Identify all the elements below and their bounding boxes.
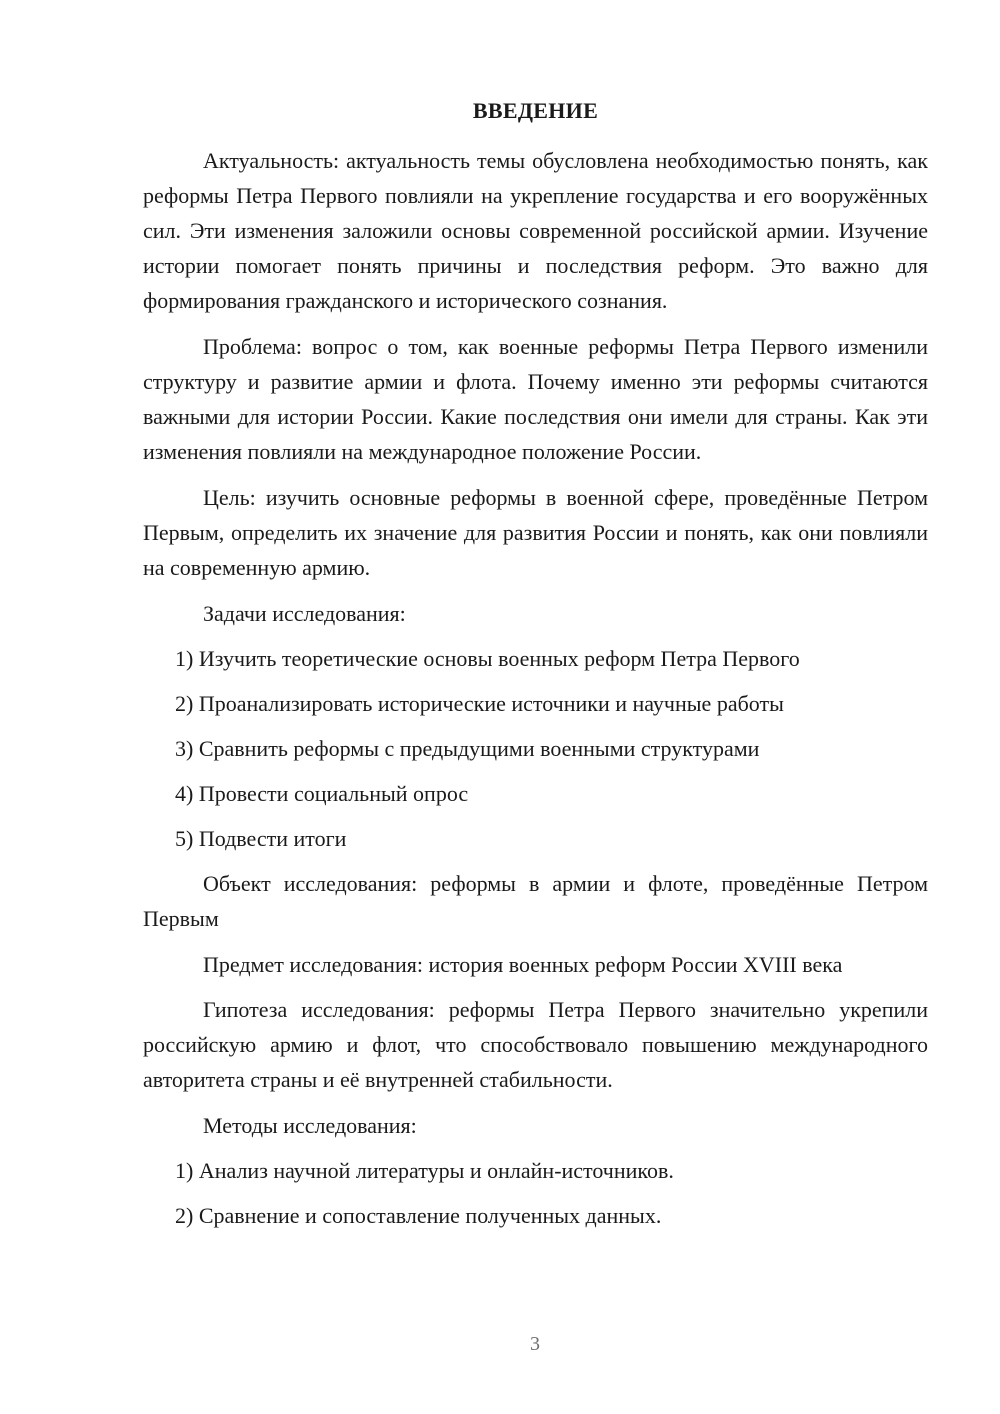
tasks-heading: Задачи исследования: [203, 601, 406, 626]
methods-list [143, 1153, 928, 1233]
list-item: 2) Сравнение и сопоставление полученных данных. [175, 1203, 662, 1228]
list-item: 1) Изучить теоретические основы военных реформ Петра Первого [175, 646, 800, 671]
list-item: 5) Подвести итоги [175, 826, 347, 851]
list-item: 1) Анализ научной литературы и онлайн-источников. [175, 1158, 674, 1183]
section-title: ВВЕДЕНИЕ [472, 98, 599, 123]
paragraph-relevance: Актуальность: актуальность темы обусловлена необходимостью понять, как реформы Петра Первого повлияли на укрепление государства и его вооружённых сил. Эти изменения заложили основы современной российской армии. Изучение истории помогает понять причины и последствия реформ. Это важно для формирования гражданского и исторического сознания. [143, 148, 928, 313]
paragraph-object: Объект исследования: реформы в армии и флоте, проведённые Петром Первым [143, 871, 928, 931]
list-item: 4) Провести социальный опрос [175, 781, 469, 806]
paragraph-goal: Цель: изучить основные реформы в военной сфере, проведённые Петром Первым, определить их значение для развития России и понять, как они повлияли на современную армию. [143, 485, 928, 580]
paragraph-subject: Предмет исследования: история военных реформ России XVIII века [203, 952, 843, 977]
list-item: 3) Сравнить реформы с предыдущими военными структурами [175, 736, 760, 761]
list-item: 2) Проанализировать исторические источники и научные работы [175, 691, 784, 716]
paragraph-problem: Проблема: вопрос о том, как военные реформы Петра Первого изменили структуру и развитие армии и флота. Почему именно эти реформы считаются важными для истории России. Какие последствия они имели для страны. Как эти изменения повлияли на международное положение России. [143, 334, 928, 464]
paragraph-hypothesis: Гипотеза исследования: реформы Петра Первого значительно укрепили российскую армию и флот, что способствовало повышению международного авторитета страны и её внутренней стабильности. [143, 997, 928, 1092]
methods-heading: Методы исследования: [203, 1113, 417, 1138]
tasks-list [143, 641, 928, 856]
page-number: 3 [530, 1333, 540, 1355]
document-page [143, 96, 928, 1243]
